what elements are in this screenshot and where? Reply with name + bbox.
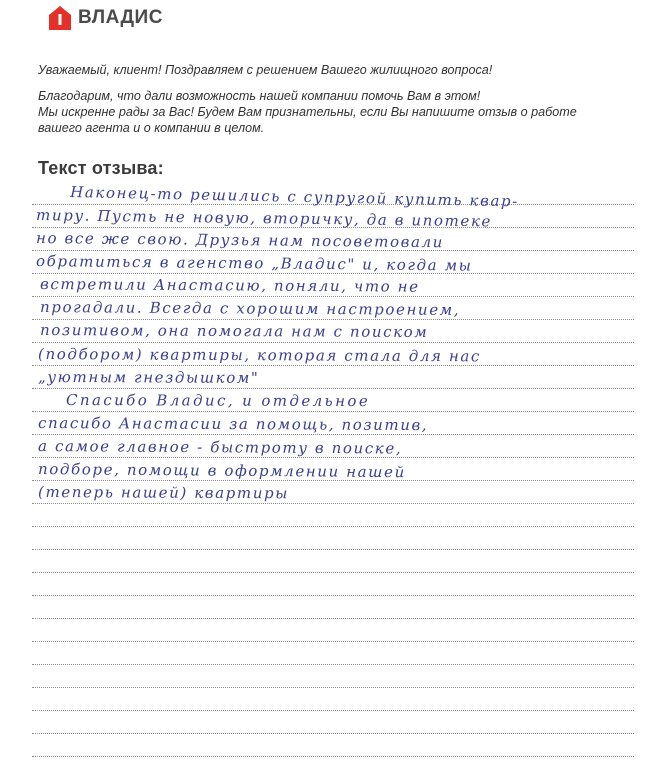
review-title: Текст отзыва: [38, 158, 164, 178]
ruled-line [32, 595, 634, 596]
ruled-line [32, 503, 634, 504]
ruled-line [32, 572, 634, 573]
ruled-line [32, 618, 634, 619]
greeting-line: Уважаемый, клиент! Поздравляем с решением Вашего жилищного вопроса! [38, 63, 493, 77]
ruled-line [32, 664, 634, 665]
handwritten-line: обратиться в агенство „Владис" и, когда мы [36, 252, 473, 275]
ruled-line [32, 641, 634, 642]
handwritten-line: а самое главное - быстроту в поиске, [38, 437, 403, 458]
handwritten-line: Спасибо Владис, и отдельное [66, 391, 371, 411]
request-line: Мы искренне рады за Вас! Будем Вам признательны, если Вы напишите отзыв о работе вашего агента и о компании в целом. [38, 105, 577, 135]
ruled-line [32, 273, 634, 274]
ruled-line [32, 756, 634, 757]
ruled-line [32, 733, 634, 734]
handwritten-line: прогадали. Всегда с хорошим настроением, [40, 298, 461, 319]
handwritten-line: встретили Анастасию, поняли, что не [40, 275, 420, 296]
ruled-line [32, 411, 634, 412]
thanks-line: Благодарим, что дали возможность нашей компании помочь Вам в этом! [38, 89, 481, 103]
ruled-line [32, 250, 634, 251]
ruled-line [32, 526, 634, 527]
ruled-line [32, 457, 634, 458]
handwritten-line: (подбором) квартиры, которая стала для нас [38, 345, 481, 366]
handwritten-line: „уютным гнездышком" [38, 368, 260, 387]
handwritten-line: тиру. Пусть не новую, вторичку, да в ипотеке [36, 206, 493, 231]
ruled-line [32, 342, 634, 343]
brand-name: ВЛАДИС [78, 7, 163, 28]
ruled-line [32, 434, 634, 435]
ruled-line [32, 710, 634, 711]
handwritten-line: позитивом, она помогала нам с поиском [40, 321, 429, 342]
ruled-line [32, 388, 634, 389]
handwritten-line: но все же свою. Друзья нам посоветовали [36, 229, 445, 252]
handwritten-line: спасибо Анастасии за помощь, позитив, [38, 414, 429, 435]
ruled-line [32, 296, 634, 297]
ruled-line [32, 365, 634, 366]
handwritten-line: (теперь нашей) квартиры [38, 483, 290, 503]
ruled-line [32, 687, 634, 688]
ruled-line [32, 549, 634, 550]
handwritten-line: подборе, помощи в оформлении нашей [38, 460, 406, 482]
handwritten-line: Наконец-то решились с супругой купить квар- [70, 183, 520, 211]
ruled-line [32, 319, 634, 320]
